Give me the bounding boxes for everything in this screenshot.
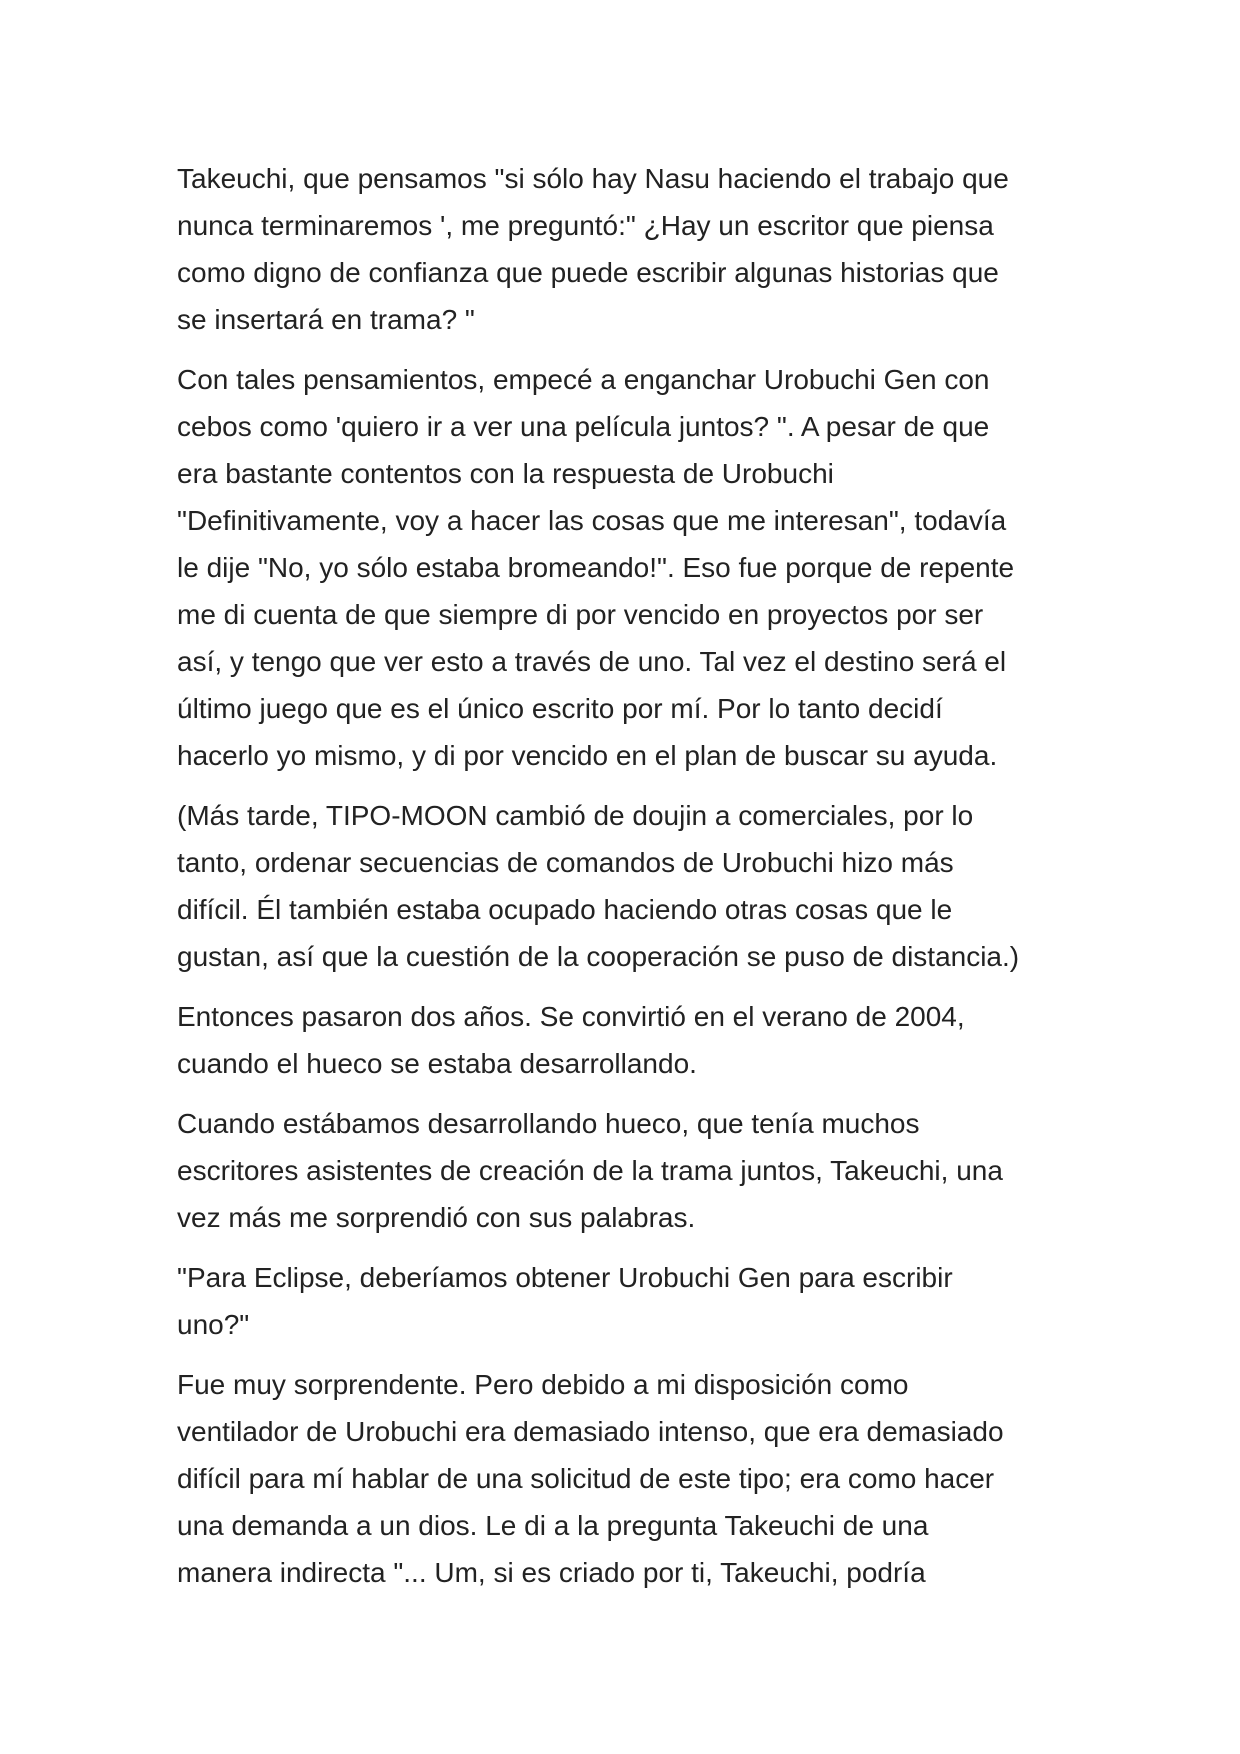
text-line: tanto, ordenar secuencias de comandos de Urobuchi hizo más (177, 847, 954, 878)
text-line: "Definitivamente, voy a hacer las cosas que me interesan", todavía (177, 505, 1007, 536)
text-line: hacerlo yo mismo, y di por vencido en el plan de buscar su ayuda. (177, 740, 998, 771)
text-line: se insertará en trama? " (177, 304, 475, 335)
paragraph (177, 1361, 1077, 1596)
body-text (177, 155, 1077, 1609)
paragraph (177, 155, 1077, 343)
text-line: difícil para mí hablar de una solicitud de este tipo; era como hacer (177, 1463, 995, 1494)
text-line: Con tales pensamientos, empecé a enganchar Urobuchi Gen con (177, 364, 990, 395)
paragraph (177, 356, 1077, 779)
paragraph (177, 1100, 1077, 1241)
text-line: Cuando estábamos desarrollando hueco, que tenía muchos (177, 1108, 920, 1139)
text-line: Fue muy sorprendente. Pero debido a mi disposición como (177, 1369, 909, 1400)
text-line: Entonces pasaron dos años. Se convirtió en el verano de 2004, (177, 1001, 965, 1032)
text-line: le dije "No, yo sólo estaba bromeando!". Eso fue porque de repente (177, 552, 1015, 583)
text-line: ventilador de Urobuchi era demasiado intenso, que era demasiado (177, 1416, 1004, 1447)
text-line: Takeuchi, que pensamos "si sólo hay Nasu haciendo el trabajo que (177, 163, 1009, 194)
text-line: gustan, así que la cuestión de la cooperación se puso de distancia.) (177, 941, 1020, 972)
paragraph (177, 792, 1077, 980)
text-line: uno?" (177, 1309, 250, 1340)
text-line: así, y tengo que ver esto a través de uno. Tal vez el destino será el (177, 646, 1007, 677)
text-line: escritores asistentes de creación de la trama juntos, Takeuchi, una (177, 1155, 1003, 1186)
text-line: como digno de confianza que puede escribir algunas historias que (177, 257, 999, 288)
text-line: una demanda a un dios. Le di a la pregunta Takeuchi de una (177, 1510, 929, 1541)
paragraph (177, 993, 1077, 1087)
text-line: "Para Eclipse, deberíamos obtener Urobuchi Gen para escribir (177, 1262, 953, 1293)
text-line: nunca terminaremos ', me preguntó:" ¿Hay un escritor que piensa (177, 210, 994, 241)
text-line: manera indirecta "... Um, si es criado por ti, Takeuchi, podría (177, 1557, 926, 1588)
paragraph (177, 1254, 1077, 1348)
text-line: (Más tarde, TIPO-MOON cambió de doujin a comerciales, por lo (177, 800, 974, 831)
text-line: difícil. Él también estaba ocupado haciendo otras cosas que le (177, 894, 953, 925)
text-line: vez más me sorprendió con sus palabras. (177, 1202, 696, 1233)
text-line: cuando el hueco se estaba desarrollando. (177, 1048, 697, 1079)
text-line: último juego que es el único escrito por mí. Por lo tanto decidí (177, 693, 943, 724)
text-line: cebos como 'quiero ir a ver una película juntos? ". A pesar de que (177, 411, 990, 442)
text-line: era bastante contentos con la respuesta de Urobuchi (177, 458, 834, 489)
text-line: me di cuenta de que siempre di por vencido en proyectos por ser (177, 599, 984, 630)
